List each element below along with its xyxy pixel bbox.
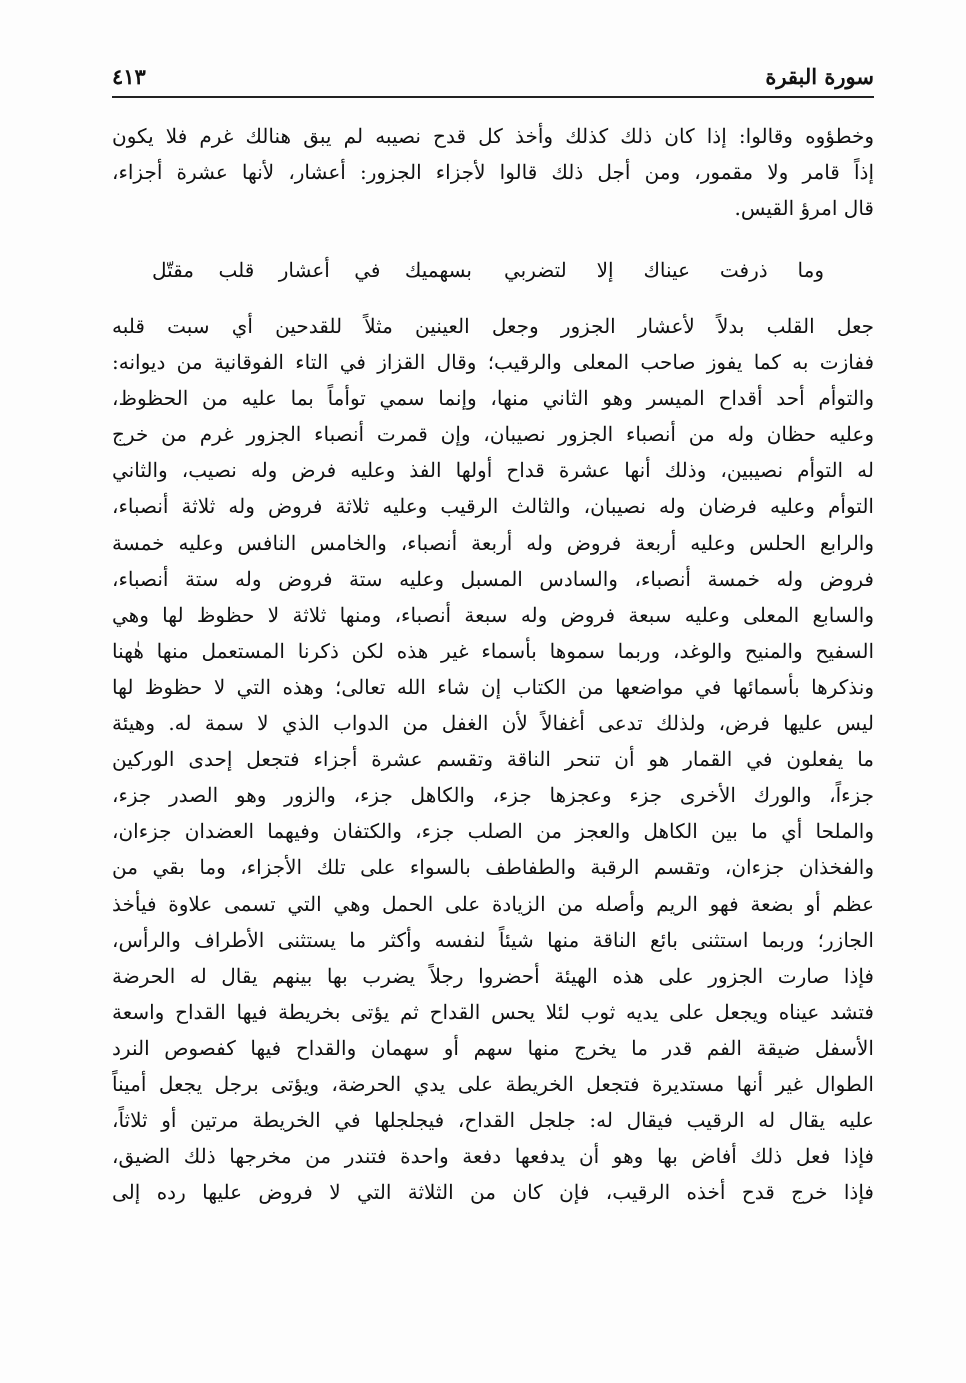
text-line: فإذا صارت الجزور على هذه الهيئة أحضروا رجلاً يضرب بها بينهم يقال له الحرضة	[112, 963, 874, 988]
text-line: والفخذان جزءان، وتقسم الرقبة والطفاطف بالسواء على تلك الأجزاء، وما بقي من	[112, 855, 874, 880]
page-number: ٤١٣	[112, 64, 146, 89]
text-line: إذاً قامر ولا مقمور، ومن أجل ذلك قالوا لأجزاء الجزور: أعشار، لأنها عشرة أجزاء،	[112, 160, 874, 185]
text-line: فإذا خرج قدح أخذه الرقيب، فإن كان من الثلاثة التي لا فروض عليها رده إلى	[112, 1180, 874, 1205]
text-line: والرابع الحلس وعليه أربعة فروض وله أربعة أنصباء، والخامس النافس وعليه خمسة	[112, 530, 874, 555]
verse-first-hemistich: وما ذرفت عيناك إلا لتضربي	[504, 258, 824, 282]
text-line: فروض وله خمسة أنصباء، والسادس المسبل وعليه ستة فروض وله ستة أنصباء،	[112, 566, 874, 591]
intro-paragraph	[112, 118, 874, 226]
text-line: السفيح والمنيح والوغد، وربما سموها بأسماء غير هذه لكن ذكرنا المستعمل منها هٰهنا	[112, 638, 874, 663]
text-line: ما يفعلون في القمار هو أن تنحر الناقة وتقسم عشرة أجزاء فتجعل إحدى الوركين	[112, 747, 874, 772]
text-line: والتوأم أحد أقداح الميسر وهو الثاني منها، وإنما سمي توأماً بما عليه من الحظوظ،	[112, 386, 874, 411]
text-line: والملحا أي ما بين الكاهل والعجز من الصلب جزء، والكتفان وفيهما العضدان جزءان،	[112, 819, 874, 844]
text-line: فتشد عيناه ويجعل على يديه ثوب لئلا يحس القداح ثم يؤتى بخريطة فيها القداح واسعة	[112, 999, 874, 1024]
text-line: ليس عليها فرض، ولذلك تدعى أغفالاً لأن الغفل من الدواب الذي لا سمة له. وهيئة	[112, 711, 874, 736]
text-line: ونذكرها بأسمائها في مواضعها من الكتاب إن شاء الله تعالى؛ وهذه التي لا حظوظ لها	[112, 674, 874, 699]
text-line: عليه يقال له الرقيب فيقال له: جلجل القداح، فيجلجلها في الخريطة مرتين أو ثلاثاً،	[112, 1108, 874, 1133]
text-line: الأسفل ضيقة الفم قدر ما يخرج منها سهم أو سهمان والقداح فيها كفصوص النرد	[112, 1035, 874, 1060]
text-line: التوأم وعليه فرضان وله نصيبان، والثالث الرقيب وعليه ثلاثة فروض وله ثلاثة أنصباء،	[112, 494, 874, 519]
header-rule	[112, 96, 874, 98]
text-line: وخطؤوه وقالوا: إذا كان ذلك كذلك وأخذ كل قدح نصيبه لم يبق هنالك غرم فلا يكون	[112, 124, 874, 148]
text-line: والسابع المعلى وعليه سبعة فروض وله سبعة أنصباء، ومنها ثلاثة لا حظوظ لها وهي	[112, 602, 874, 627]
text-line: ففازت به كما يفوز صاحب المعلى والرقيب؛ وقال القزاز في التاء الفوقانية من ديوانه:	[112, 350, 874, 375]
text-line: عظم أو بضعة فهو الريم وأصله من الزيادة على الحمل وهي التي تسمى علاوة فيأخذ	[112, 891, 874, 916]
text-line: الطوال غير أنها مستديرة فتجعل الخريطة على يدي الحرضة، ويؤتى برجل يجعل أميناً	[112, 1071, 874, 1096]
text-line: فإذا فعل ذلك أفاض بها وهو أن يدفعها دفعة واحدة فتندر من مخرجها ذلك الضيق،	[112, 1144, 874, 1169]
page-header	[112, 58, 874, 98]
text-line: له التوأم نصيبين، وذلك أنها عشرة قداح أولها الفذ وعليه فرض وله نصيب، والثاني	[112, 458, 874, 483]
text-line: وعليه حظان وله من أنصباء الجزور نصيبان، وإن قمرت أنصباء الجزور غرم من خرج	[112, 422, 874, 447]
main-paragraph	[112, 308, 874, 1210]
poetry-verse	[112, 258, 874, 298]
text-line: جزءاً، والورك الأخرى جزء وعجزها جزء، والكاهل جزء، والزور وهو الصدر جزء،	[112, 783, 874, 808]
text-line: الجازر؛ وربما استثنى بائع الناقة منها شيئاً لنفسه وأكثر ما يستثنى الأطراف والرأس،	[112, 927, 874, 952]
verse-second-hemistich: بسهميك في أعشار قلب مقتّل	[152, 258, 472, 282]
text-line: قال امرؤ القيس.	[734, 196, 874, 221]
surah-title: سورة البقرة	[765, 64, 874, 89]
text-line: جعل القلب بدلاً لأعشار الجزور وجعل العينين مثلاً للقدحين أي سبت قلبه	[112, 314, 874, 338]
